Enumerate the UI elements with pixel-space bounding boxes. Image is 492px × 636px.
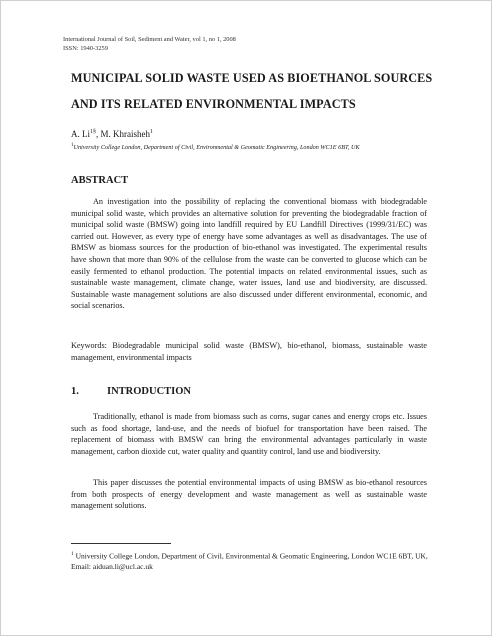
journal-header (63, 35, 443, 53)
intro-paragraph-1: Traditionally, ethanol is made from biomass such as corns, sugar canes and energy crops etc. Issues such as food shortage, land-use, and the needs of biofuel for transportation have been raised. The replacement of biomass with BMSW can bring the environmental advantages particularly in waste management, carbon dioxide cut, water quality and quantity control, land use and biodiversity. (71, 412, 427, 456)
section-number: 1. (71, 386, 79, 397)
title-line-2: AND ITS RELATED ENVIRONMENTAL IMPACTS (71, 97, 356, 111)
author-separator: , (96, 129, 101, 139)
affiliation-mark: 1 (71, 143, 74, 148)
intro-paragraph-2: This paper discusses the potential environmental impacts of using BMSW as bio-ethanol resources from both prospects of energy development and waste management as well as sustainable waste management solutions. (71, 478, 427, 511)
paper-title (71, 65, 441, 117)
abstract-text: An investigation into the possibility of replacing the conventional biomass with biodegradable municipal solid waste, which provides an alternative solution for preventing the biodegradable fraction of municipal solid waste (BMSW) going into landfill required by EU Landfill Directives (1999/31/EC) was carried out. However, as every type of energy have some advantages as well as disadvantages. The use of BMSW as biomass sources for the production of bio-ethanol was investigated. The experimental results have shown that more than 90% of the cellulose from the waste can be converted to glucose which can be easily fermented to ethanol production. The potential impacts on related environmental issues, such as sustainable waste management, climate change, water issues, land use and biodiversity, are discussed. Sustainable waste management solutions are also discussed under different environmental, economic, and social scenarios. (71, 197, 427, 311)
author-2: M. Khraisheh (100, 129, 150, 139)
title-line-1: MUNICIPAL SOLID WASTE USED AS BIOETHANOL SOURCES (71, 71, 433, 85)
footnote (71, 549, 431, 573)
author-1: A. Li (71, 129, 90, 139)
issn-line: ISSN: 1940-3259 (63, 45, 108, 52)
affiliation (71, 142, 451, 152)
introduction-heading (71, 386, 427, 397)
footnote-text: University College London, Department of Civil, Environmental & Geomatic Engineering, London WC1E 6BT, UK, Email: aiduan.li@ucl.ac.uk (71, 551, 428, 571)
footnote-divider (71, 543, 171, 544)
author-list (71, 126, 153, 140)
journal-line: International Journal of Soil, Sediment and Water, vol 1, no 1, 2008 (63, 36, 236, 43)
author-1-affil-mark: 1§ (90, 129, 96, 135)
keywords: Keywords: Biodegradable municipal solid waste (BMSW), bio-ethanol, biomass, sustainable waste management, environmental impacts (71, 341, 427, 362)
author-2-affil-mark: 1 (150, 129, 153, 135)
affiliation-text: University College London, Department of Civil, Environmental & Geomatic Engineering, London WC1E 6BT, UK (73, 144, 360, 152)
section-title: INTRODUCTION (107, 386, 192, 397)
abstract-heading: ABSTRACT (71, 175, 129, 186)
footnote-mark: 1 (71, 551, 74, 557)
